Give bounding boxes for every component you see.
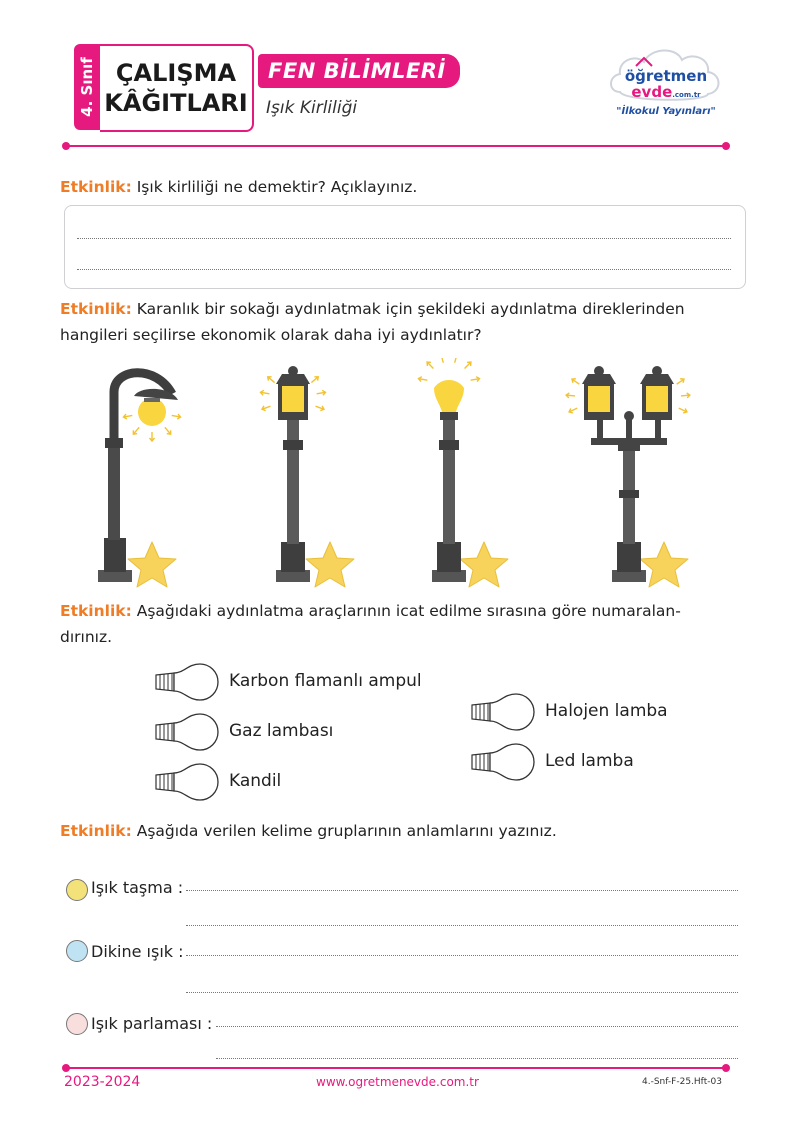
activity-4-text: Aşağıda verilen kelime gruplarının anlamlarını yazınız. <box>136 822 557 840</box>
divider-dot <box>722 1064 730 1072</box>
activity-label: Etkinlik: <box>60 822 132 840</box>
term-marker <box>66 1013 88 1035</box>
lighting-tool-label: Led lamba <box>545 751 634 771</box>
activity-3-line1: Aşağıdaki aydınlatma araçlarının icat edilme sırasına göre numaralan- <box>136 602 681 620</box>
grade-tab <box>74 44 100 130</box>
activity-label: Etkinlik: <box>60 602 132 620</box>
activity-3-line2: dırınız. <box>60 628 113 646</box>
worksheet-title <box>100 44 254 132</box>
activity-2-line1: Karanlık bir sokağı aydınlatmak için şekildeki aydınlatma direklerinden <box>136 300 685 318</box>
answer-line[interactable] <box>186 890 738 891</box>
answer-line[interactable] <box>186 955 738 956</box>
activity-label: Etkinlik: <box>60 178 132 196</box>
bulb-number-box[interactable] <box>470 692 536 736</box>
activity-1-prompt <box>60 174 417 200</box>
footer-website[interactable]: www.ogretmenevde.com.tr <box>316 1075 479 1089</box>
lighting-tool-label: Karbon flamanlı ampul <box>229 671 422 691</box>
logo-domain: .com.tr <box>672 91 701 99</box>
divider-dot <box>62 142 70 150</box>
title-line1: ÇALIŞMA <box>115 59 237 87</box>
logo-main1: öğretmen <box>624 67 708 85</box>
answer-box <box>64 205 746 289</box>
logo-main2: evde <box>631 83 673 101</box>
term-label: Dikine ışık : <box>91 942 184 961</box>
lighting-tool-label: Kandil <box>229 771 282 791</box>
divider-dot <box>722 142 730 150</box>
activity-label: Etkinlik: <box>60 300 132 318</box>
publisher-logo <box>606 46 724 128</box>
activity-3-prompt <box>60 598 740 650</box>
answer-line[interactable] <box>186 925 738 926</box>
bulb-number-box[interactable] <box>154 762 220 806</box>
bulb-number-box[interactable] <box>154 662 220 706</box>
title-line2: KÂĞITLARI <box>104 89 248 117</box>
bulb-number-box[interactable] <box>154 712 220 756</box>
lamp-post-lantern[interactable] <box>260 366 354 587</box>
logo-tagline: "İlkokul Yayınları" <box>616 106 716 117</box>
answer-line[interactable] <box>186 992 738 993</box>
grade-label: 4. Sınıf <box>78 57 96 117</box>
lighting-tool-label: Gaz lambası <box>229 721 334 741</box>
lamp-post-double[interactable] <box>566 366 690 587</box>
activity-4-prompt <box>60 818 557 844</box>
activity-2-line2: hangileri seçilirse ekonomik olarak daha iyi aydınlatır? <box>60 326 482 344</box>
activity-1-text: Işık kirliliği ne demektir? Açıklayınız. <box>136 178 418 196</box>
footer-code: 4.-Snf-F-25.Hft-03 <box>642 1077 722 1087</box>
term-marker <box>66 879 88 901</box>
divider-dot <box>62 1064 70 1072</box>
header-divider <box>66 145 726 147</box>
answer-line[interactable] <box>216 1026 738 1027</box>
bulb-number-box[interactable] <box>470 742 536 786</box>
footer-year: 2023-2024 <box>64 1074 141 1090</box>
lamp-post-bulb[interactable] <box>418 358 508 587</box>
lighting-tool-label: Halojen lamba <box>545 701 668 721</box>
lamp-posts-illustration <box>60 358 740 590</box>
footer-divider <box>66 1067 726 1069</box>
activity-2-prompt <box>60 296 740 348</box>
answer-line[interactable] <box>77 238 731 239</box>
term-label: Işık taşma : <box>91 878 184 897</box>
subject-badge: FEN BİLİMLERİ <box>258 54 460 88</box>
term-label: Işık parlaması : <box>91 1014 213 1033</box>
term-marker <box>66 940 88 962</box>
lamp-post-curved[interactable] <box>98 373 181 587</box>
answer-line[interactable] <box>216 1058 738 1059</box>
answer-line[interactable] <box>77 269 731 270</box>
topic-title: Işık Kirliliği <box>266 98 358 118</box>
